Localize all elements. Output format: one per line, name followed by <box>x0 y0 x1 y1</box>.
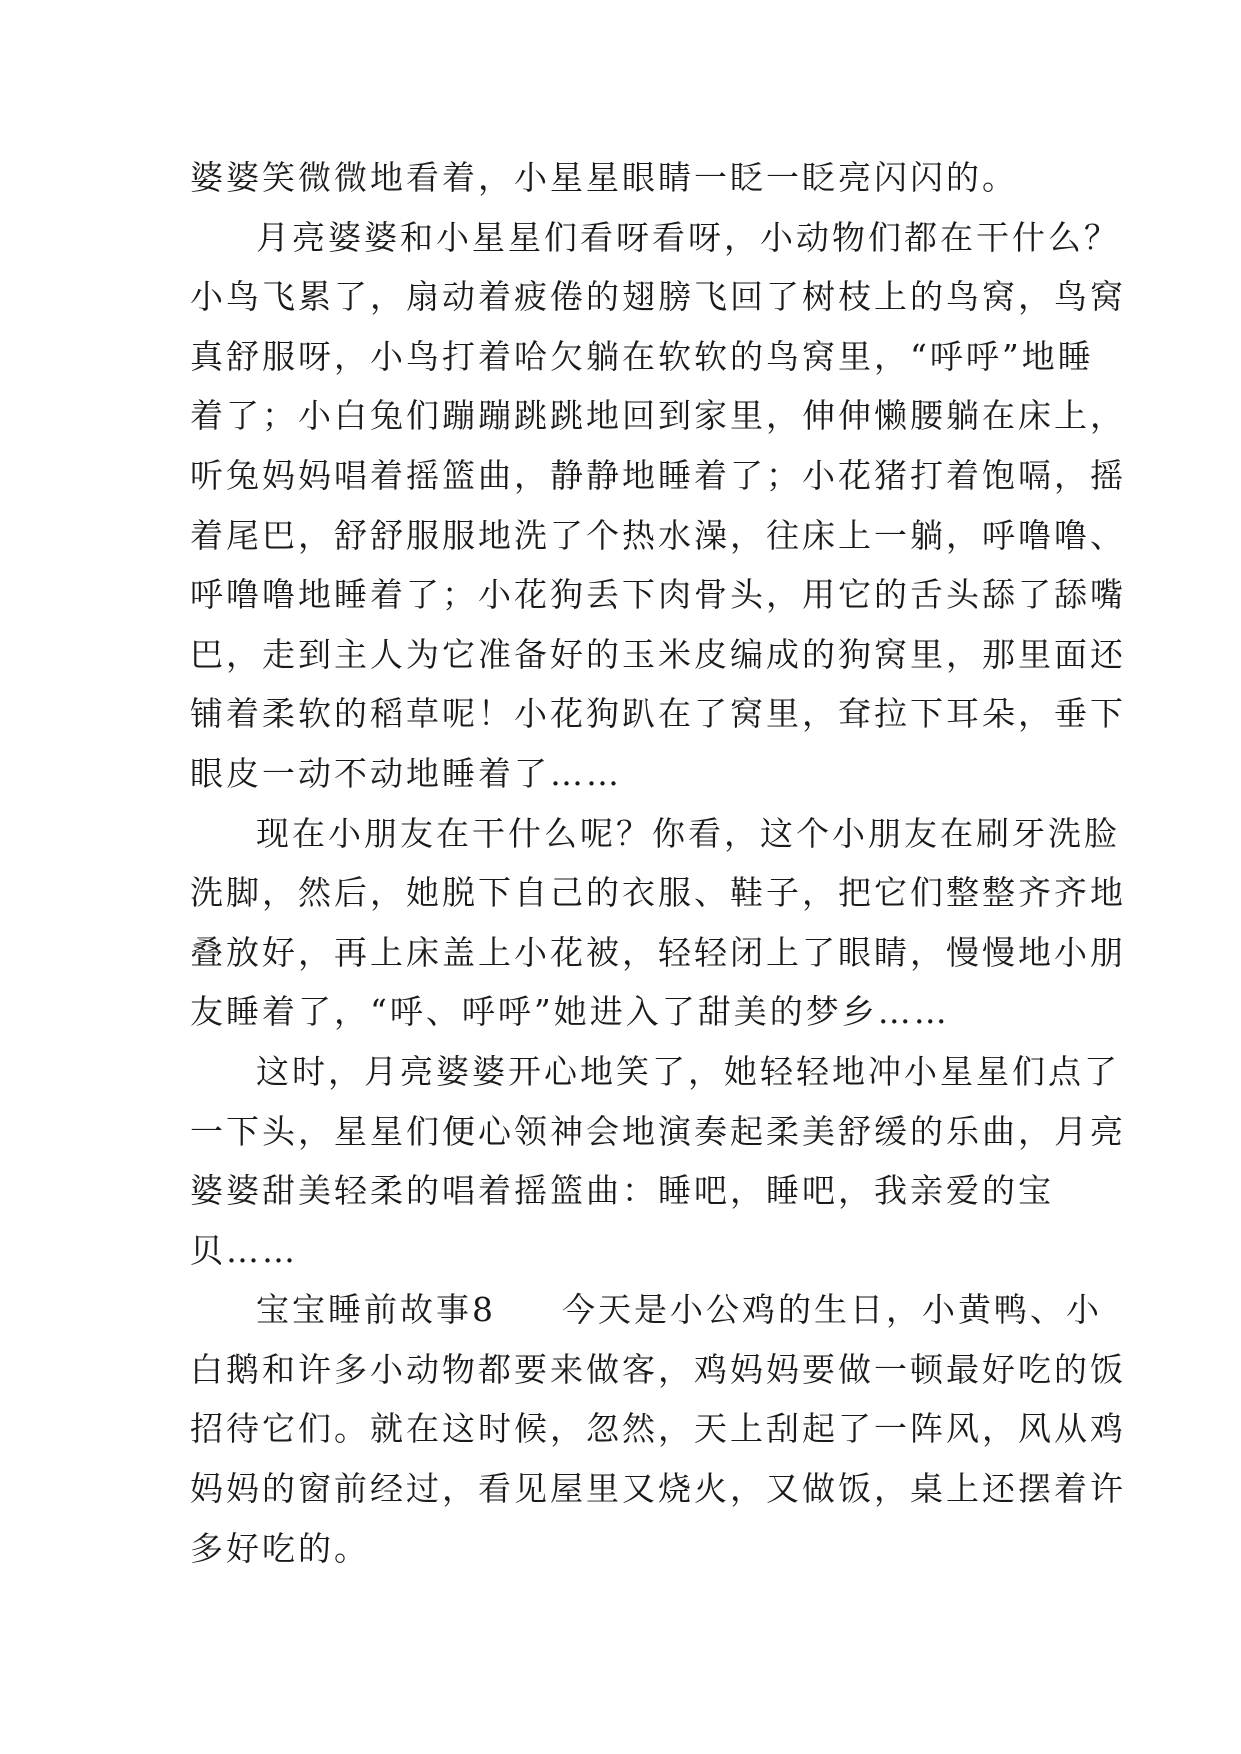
text-line: 洗脚，然后，她脱下自己的衣服、鞋子，把它们整整齐齐地 <box>190 873 1126 913</box>
text-line: 月亮婆婆和小星星们看呀看呀，小动物们都在干什么？ <box>256 217 1120 257</box>
text-line: 白鹅和许多小动物都要来做客，鸡妈妈要做一顿最好吃的饭 <box>190 1349 1126 1389</box>
text-line: 真舒服呀，小鸟打着哈欠躺在软软的鸟窝里，“呼呼”地睡 <box>190 336 1094 376</box>
story-heading: 宝宝睡前故事8 <box>256 1290 496 1330</box>
text-line: 呼噜噜地睡着了；小花狗丢下肉骨头，用它的舌头舔了舔嘴 <box>190 575 1126 615</box>
text-line: 友睡着了，“呼、呼呼”她进入了甜美的梦乡…… <box>190 992 950 1032</box>
text-line: 小鸟飞累了，扇动着疲倦的翅膀飞回了树枝上的鸟窝，鸟窝 <box>190 277 1126 317</box>
text-line: 着尾巴，舒舒服服地洗了个热水澡，往床上一躺，呼噜噜、 <box>190 515 1126 555</box>
story-first-line: 今天是小公鸡的生日，小黄鸭、小 <box>562 1290 1102 1330</box>
text-line: 贝…… <box>190 1230 298 1270</box>
text-line: 巴，走到主人为它准备好的玉米皮编成的狗窝里，那里面还 <box>190 634 1126 674</box>
text-line: 叠放好，再上床盖上小花被，轻轻闭上了眼睛，慢慢地小朋 <box>190 932 1126 972</box>
text-line: 婆婆甜美轻柔的唱着摇篮曲：睡吧，睡吧，我亲爱的宝 <box>190 1171 1054 1211</box>
text-line: 听兔妈妈唱着摇篮曲，静静地睡着了；小花猪打着饱嗝，摇 <box>190 455 1126 495</box>
text-line: 婆婆笑微微地看着，小星星眼睛一眨一眨亮闪闪的。 <box>190 158 1018 197</box>
story-text <box>190 148 1126 1578</box>
text-line: 一下头，星星们便心领神会地演奏起柔美舒缓的乐曲，月亮 <box>190 1111 1126 1151</box>
text-line: 着了；小白兔们蹦蹦跳跳地回到家里，伸伸懒腰躺在床上， <box>190 396 1126 436</box>
text-line: 现在小朋友在干什么呢？你看，这个小朋友在刷牙洗脸 <box>256 813 1120 853</box>
text-line: 这时，月亮婆婆开心地笑了，她轻轻地冲小星星们点了 <box>256 1051 1120 1091</box>
text-line: 铺着柔软的稻草呢！小花狗趴在了窝里，耷拉下耳朵，垂下 <box>190 694 1126 734</box>
story-heading-line <box>190 1280 1102 1340</box>
text-line: 眼皮一动不动地睡着了…… <box>190 753 622 793</box>
text-line: 招待它们。就在这时候，忽然，天上刮起了一阵风，风从鸡 <box>190 1409 1126 1449</box>
text-line: 多好吃的。 <box>190 1528 370 1568</box>
text-line: 妈妈的窗前经过，看见屋里又烧火，又做饭，桌上还摆着许 <box>190 1469 1126 1509</box>
